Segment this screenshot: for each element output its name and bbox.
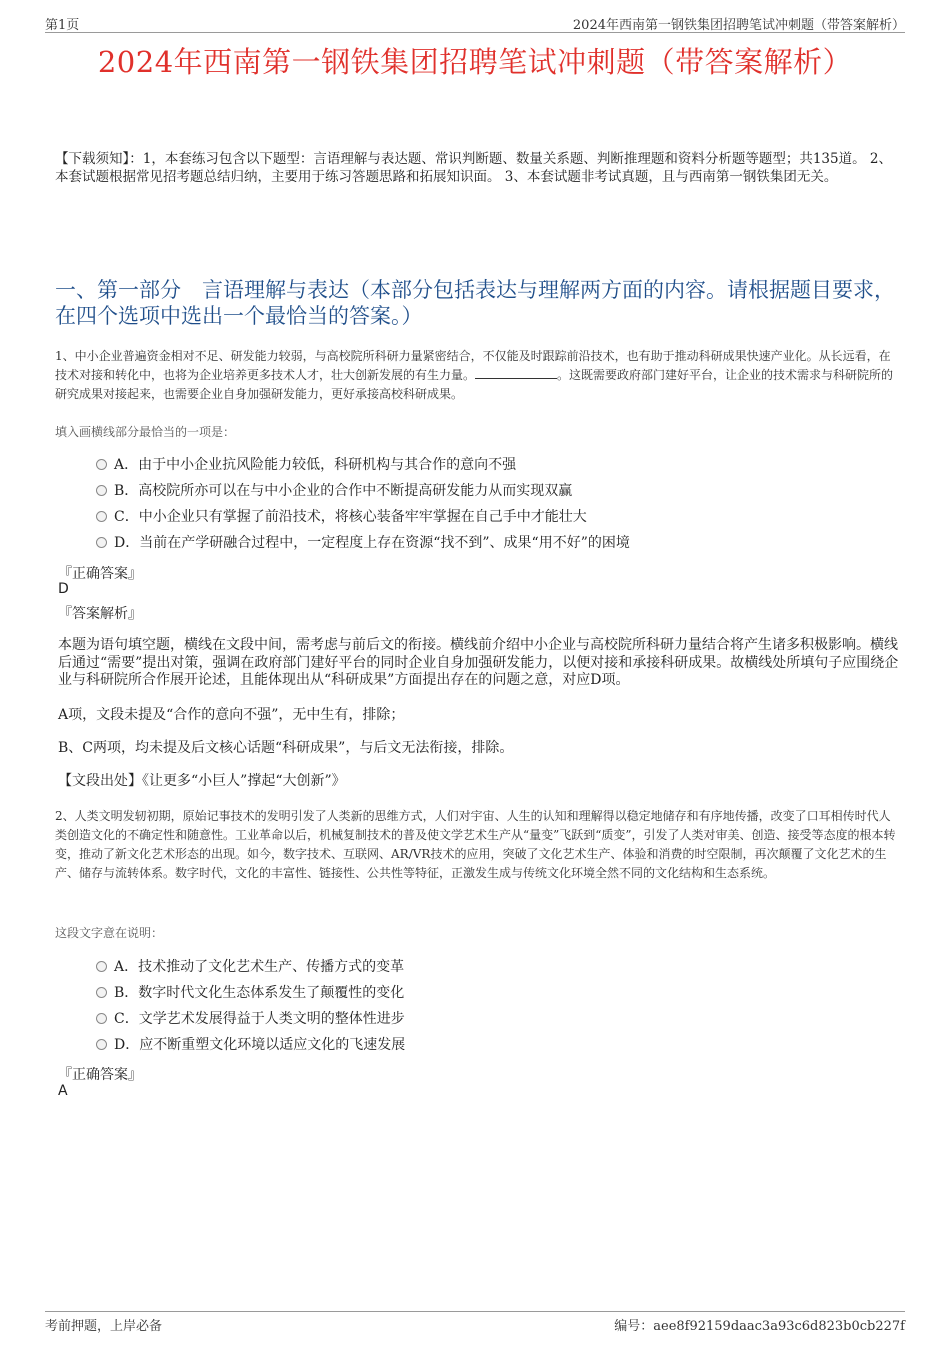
option-c[interactable]: C．中小企业只有掌握了前沿技术，将核心装备牢牢掌握在自己手中才能壮大 xyxy=(96,504,896,530)
option-c[interactable]: C．文学艺术发展得益于人类文明的整体性进步 xyxy=(96,1006,896,1032)
answer-value: D xyxy=(58,581,69,597)
answer-label: 『正确答案』 xyxy=(58,566,142,582)
question-1-options xyxy=(96,452,896,556)
header-doc-title: 2024年西南第一钢铁集团招聘笔试冲刺题（带答案解析） xyxy=(572,18,905,33)
answer-value: A xyxy=(58,1083,68,1099)
radio-icon[interactable] xyxy=(96,537,107,548)
analysis-option-bc: B、C两项，均未提及后文核心话题“科研成果”，与后文无法衔接，排除。 xyxy=(58,740,514,756)
footer-doc-id: 编号：aee8f92159daac3a93c6d823b0cb227f xyxy=(614,1319,905,1334)
page-number: 第1页 xyxy=(45,18,80,33)
radio-icon[interactable] xyxy=(96,1039,107,1050)
analysis-text: 本题为语句填空题，横线在文段中间，需考虑与前后文的衔接。横线前介绍中小企业与高校院所科研力量结合将产生诸多积极影响。横线后通过“需要”提出对策，强调在政府部门建好平台的同时企业自身加强研发能力，以便对接和承接科研成果。故横线处所填句子应围绕企业与科研院所合作展开论述，且能体现出从“科研成果”方面提出存在的问题之意，对应D项。 xyxy=(58,637,899,688)
fill-blank-line xyxy=(475,368,557,379)
option-b[interactable]: B．高校院所亦可以在与中小企业的合作中不断提高研发能力从而实现双赢 xyxy=(96,478,896,504)
page-footer xyxy=(45,1311,905,1335)
question-2-prompt: 这段文字意在说明： xyxy=(55,926,164,940)
radio-icon[interactable] xyxy=(96,459,107,470)
question-1-prompt: 填入画横线部分最恰当的一项是： xyxy=(55,425,236,439)
radio-icon[interactable] xyxy=(96,1013,107,1024)
question-2-options xyxy=(96,954,896,1058)
question-2-text: 2、人类文明发轫初期，原始记事技术的发明引发了人类新的思维方式，人们对宇宙、人生的认知和理解得以稳定地储存和有序地传播，改变了口耳相传时代人类创造文化的不确定性和随意性。工业革命以后，机械复制技术的普及使文学艺术生产从“量变”飞跃到“质变”，引发了人类对审美、创造、接受等态度的根本转变，推动了新文化艺术形态的出现。如今，数字技术、互联网、AR/VR技术的应用，突破了文化艺术生产、体验和消费的时空限制，再次颠覆了文化艺术的生产、储存与流转体系。数字时代，文化的丰富性、链接性、公共性等特征，正激发生成与传统文化环境全然不同的文化结构和生态系统。 xyxy=(55,809,896,880)
answer-label: 『正确答案』 xyxy=(58,1067,142,1083)
option-d[interactable]: D．当前在产学研融合过程中，一定程度上存在资源“找不到”、成果“用不好”的困境 xyxy=(96,530,896,556)
option-d[interactable]: D．应不断重塑文化环境以适应文化的飞速发展 xyxy=(96,1032,896,1058)
passage-source: 【文段出处】《让更多“小巨人”撑起“大创新”》 xyxy=(58,773,346,789)
analysis-label: 『答案解析』 xyxy=(58,606,142,622)
footer-slogan: 考前押题，上岸必备 xyxy=(45,1319,163,1334)
option-a[interactable]: A．技术推动了文化艺术生产、传播方式的变革 xyxy=(96,954,896,980)
analysis-option-a: A项，文段未提及“合作的意向不强”，无中生有，排除； xyxy=(58,707,405,723)
document-title: 2024年西南第一钢铁集团招聘笔试冲刺题（带答案解析） xyxy=(97,45,853,79)
question-1-text: 1、中小企业普遍资金相对不足、研发能力较弱，与高校院所科研力量紧密结合，不仅能及时跟踪前沿技术，也有助于推动科研成果快速产业化。从长远看，在技术对接和转化中，也将为企业培养更多技术人才，壮大创新发展的有生力量。 。这既需要政府部门建好平台，让企业的技术需求与科研院所的研究成果对接起来，也需要企业自身加强研发能力，更好承接高校科研成果。 xyxy=(55,349,894,401)
radio-icon[interactable] xyxy=(96,485,107,496)
radio-icon[interactable] xyxy=(96,987,107,998)
option-b[interactable]: B．数字时代文化生态体系发生了颠覆性的变化 xyxy=(96,980,896,1006)
download-notice: 【下载须知】：1，本套练习包含以下题型：言语理解与表达题、常识判断题、数量关系题、判断推理题和资料分析题等题型；共135道。 2、本套试题根据常见招考题总结归纳，主要用于练习答题思路和拓展知识面。 3、本套试题非考试真题，且与西南第一钢铁集团无关。 xyxy=(55,151,892,185)
option-a[interactable]: A．由于中小企业抗风险能力较低，科研机构与其合作的意向不强 xyxy=(96,452,896,478)
section-heading: 一、第一部分 言语理解与表达（本部分包括表达与理解两方面的内容。请根据题目要求，在四个选项中选出一个最恰当的答案。） xyxy=(55,278,895,328)
radio-icon[interactable] xyxy=(96,961,107,972)
radio-icon[interactable] xyxy=(96,511,107,522)
page-header xyxy=(45,14,905,33)
